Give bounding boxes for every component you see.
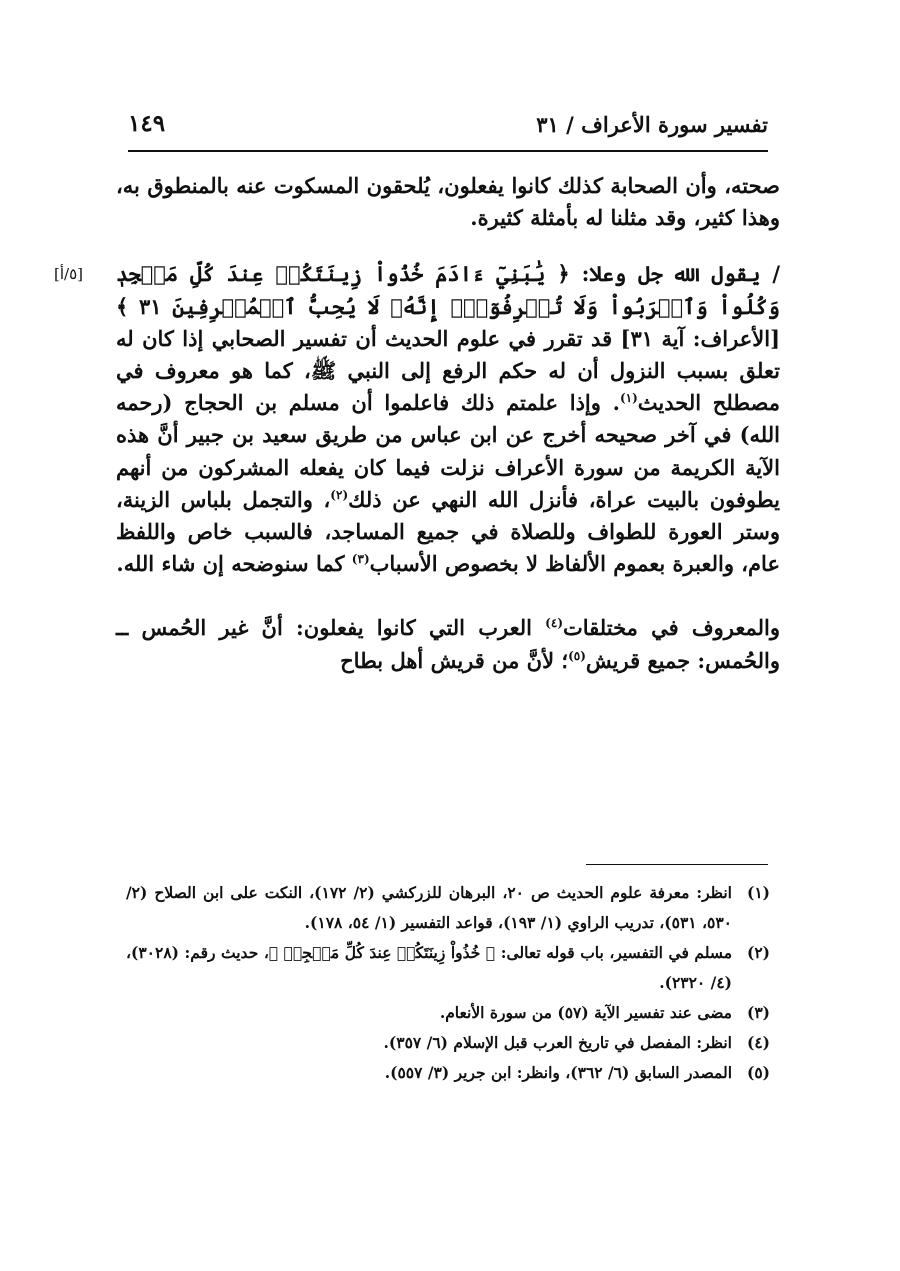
footnotes: [126, 878, 770, 1088]
footnote-ref-2[interactable]: (٢): [330, 487, 349, 502]
footnote-text: مضى عند تفسير الآية (٥٧) من سورة الأنعام.: [439, 1003, 732, 1022]
header-divider: [128, 150, 768, 152]
paragraph-text: والمعروف في مختلقات: [563, 615, 780, 641]
paragraph-text: كما سنوضحه إن شاء الله.: [116, 551, 352, 577]
footnote-number: (٣): [746, 1003, 770, 1022]
manuscript-folio-marker: [٥/أ]: [54, 265, 83, 284]
footnote-item: [126, 1028, 770, 1058]
paragraph-1: [116, 170, 780, 234]
footnote-ref-5[interactable]: (٥): [568, 648, 586, 663]
footnote-item: [126, 938, 770, 998]
paragraph-text: صحته، وأن الصحابة كذلك كانوا يفعلون، يُلحقون المسكوت عنه بالمنطوق به، وهذا كثير، وقد مثلنا له بأمثلة كثيرة.: [116, 173, 780, 231]
footnote-item: [126, 998, 770, 1028]
footnote-text: المصدر السابق (٦/ ٣٦٢)، وانظر: ابن جرير (٣/ ٥٥٧).: [384, 1063, 732, 1082]
footnote-text: انظر: معرفة علوم الحديث ص ٢٠، البرهان للزركشي (٢/ ١٧٢)، النكت على ابن الصلاح (٢/ ٥٣٠، ٥٣١)، تدريب الراوي (١/ ١٩٣)، قواعد التفسير (١/ ٥٤، ١٧٨).: [126, 883, 732, 932]
footnote-text: انظر: المفصل في تاريخ العرب قبل الإسلام (٦/ ٣٥٧).: [383, 1033, 732, 1052]
footnote-number: (٢): [746, 943, 770, 962]
footnote-number: (٥): [746, 1063, 770, 1082]
footnote-number: (٤): [746, 1033, 770, 1052]
footnote-text: مسلم في التفسير، باب قوله تعالى: ﴿ خُذُواْ زِينَتَكُمۡ عِندَ كُلِّ مَسۡجِدٖ ﴾، حديث رقم: (٣٠٢٨)، (٤/ ٢٣٢٠).: [126, 943, 732, 992]
paragraph-3: [116, 612, 780, 676]
footnote-number: (١): [746, 883, 770, 902]
footnote-divider: [586, 864, 768, 865]
page-number: ١٤٩: [128, 110, 166, 137]
paragraph-text: / يقول الله جل وعلا: ﴿ يَٰبَنِيٓ ءَادَمَ خُذُواْ زِينَتَكُمۡ عِندَ كُلِّ مَسۡجِدٖ وَكُلُواْ وَٱشۡرَبُواْ وَلَا تُسۡرِفُوٓاْۚ إِنَّهُۥ لَا يُحِبُّ ٱلۡمُسۡرِفِينَ ٣١ ﴾ [الأعراف: آية ٣١] قد تقرر في علوم الحديث أن تفسير الصحابي إذا كان له تعلق بسبب النزول أن له حكم الرفع إلى النبي ﷺ، كما هو معروف في مصطلح الحديث: [116, 261, 781, 416]
paragraph-text: العرب التي كانوا يفعلون: أنَّ غير الحُمس ــ والحُمس: جميع قريش: [116, 615, 780, 673]
page-header: [128, 108, 768, 148]
paragraph-text: . وإذا علمتم ذلك فاعلموا أن مسلم بن الحجاج (رحمه الله) في آخر صحيحه أخرج عن ابن عباس من طريق سعيد بن جبير أنَّ هذه الآية الكريمة من سورة الأعراف نزلت فيما كان يفعله المشركون من أنهم يطوفون بالبيت عراة، فأنزل الله النهي عن ذلك: [116, 390, 780, 512]
main-text: [54, 170, 781, 677]
footnote-ref-1[interactable]: (١): [619, 391, 638, 406]
paragraph-text: ، والتجمل بلباس الزينة، وستر العورة للطواف وللصلاة في جميع المساجد، فالسبب خاص واللفظ عام، والعبرة بعموم الألفاظ لا بخصوص الأسباب: [116, 486, 780, 577]
footnote-item: [126, 1058, 770, 1088]
footnote-ref-4[interactable]: (٤): [545, 616, 563, 631]
paragraph-text: ؛ لأنَّ من قريش أهل بطاح: [340, 647, 569, 673]
footnote-item: [126, 878, 770, 938]
paragraph-2: [54, 258, 781, 580]
footnote-ref-3[interactable]: (٣): [351, 552, 370, 567]
running-title: تفسير سورة الأعراف / ٣١: [536, 112, 768, 137]
